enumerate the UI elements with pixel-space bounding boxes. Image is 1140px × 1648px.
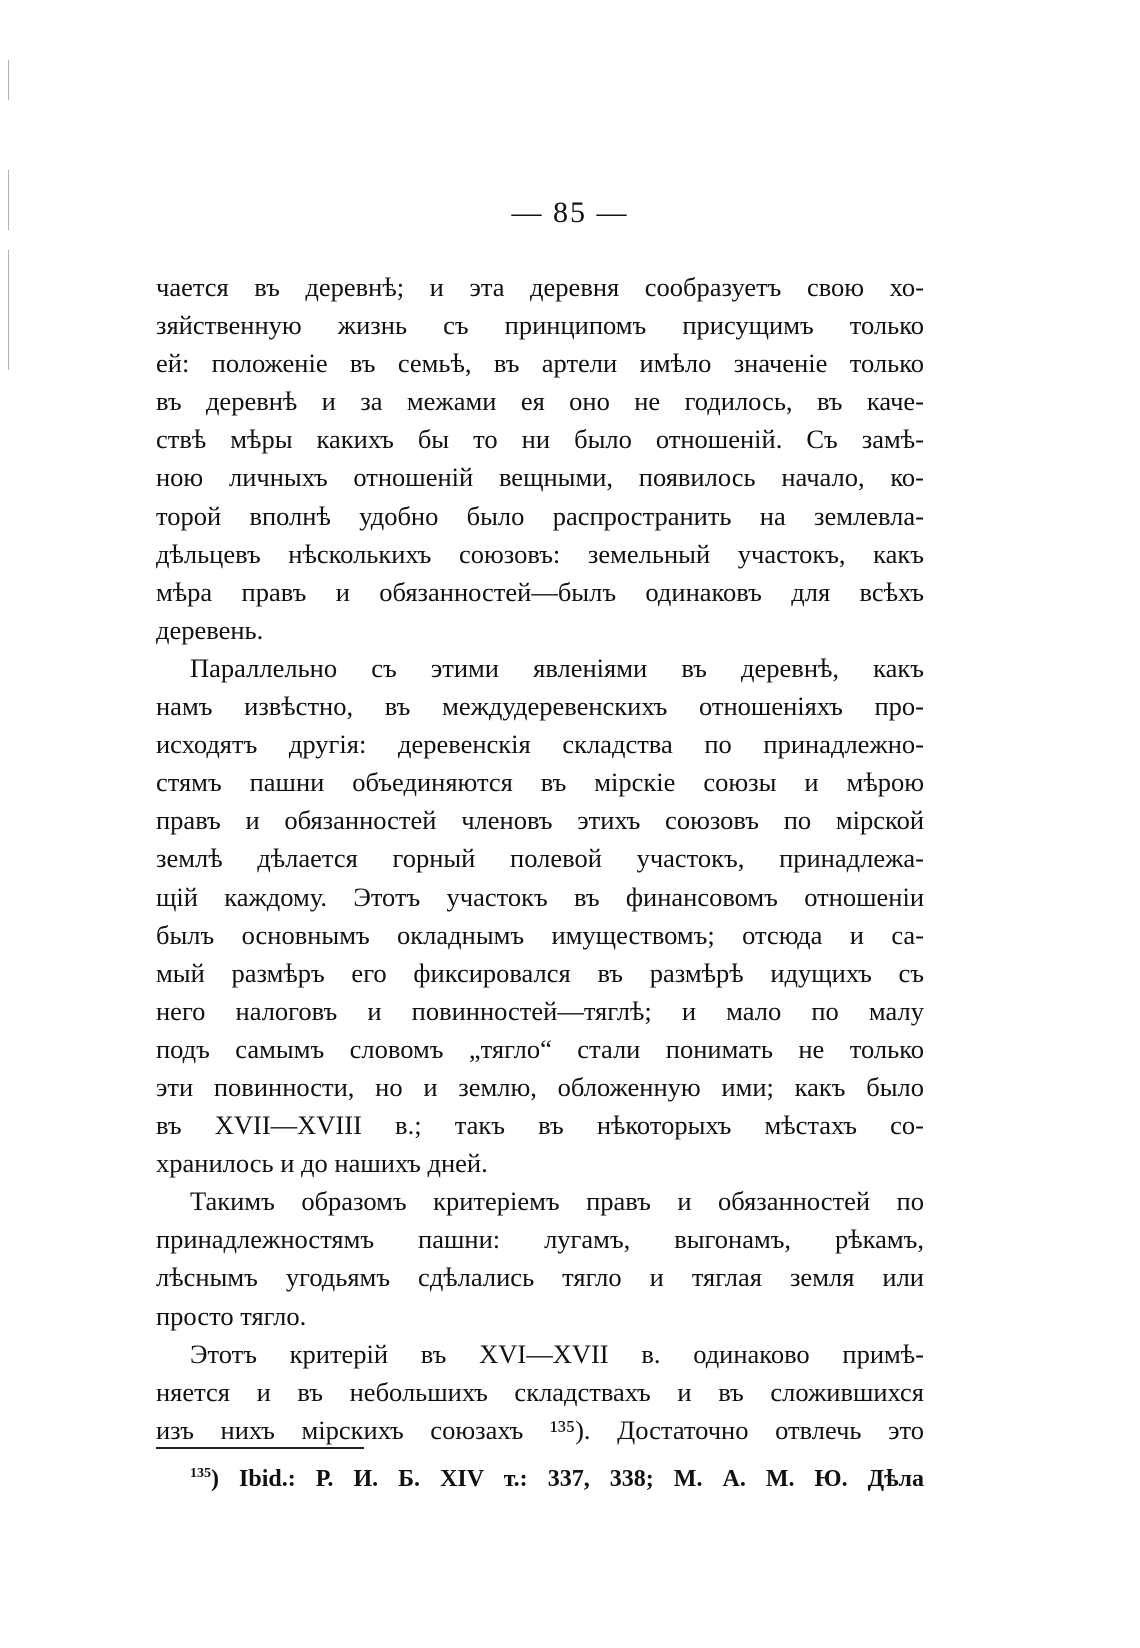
- margin-mark: [8, 60, 9, 100]
- text-line: въ деревнѣ и за межами ея оно не годилось, въ каче-: [156, 386, 924, 417]
- text-line: щій каждому. Этотъ участокъ въ финансовомъ отношеніи: [156, 881, 924, 912]
- text-line: ствѣ мѣры какихъ бы то ни было отношеній. Съ замѣ-: [156, 424, 924, 455]
- text-line: зяйственную жизнь съ принципомъ присущимъ только: [156, 310, 924, 341]
- footnote: [190, 1457, 924, 1491]
- text-line: мый размѣръ его фиксировался въ размѣрѣ идущихъ съ: [156, 957, 924, 988]
- text-line: чается въ деревнѣ; и эта деревня сообразуетъ свою хо-: [156, 272, 924, 302]
- text-line: землѣ дѣлается горный полевой участокъ, принадлежа-: [156, 843, 924, 874]
- footnote-text: ) Ibid.: Р. И. Б. XIV т.: 337, 338; М. А. М. Ю. Дѣла: [211, 1466, 924, 1492]
- footnote-marker: 135: [190, 1466, 211, 1481]
- text-line: ей: положеніе въ семьѣ, въ артели имѣло значеніе только: [156, 348, 924, 379]
- text-line: деревень.: [156, 614, 264, 645]
- text-line: мѣра правъ и обязанностей—былъ одинаковъ для всѣхъ: [156, 576, 924, 607]
- text-line: правъ и обязанностей членовъ этихъ союзовъ по мірской: [156, 805, 924, 836]
- text-line: стямъ пашни объединяются въ мірскіе союзы и мѣрою: [156, 767, 924, 798]
- footnote-divider: [156, 1447, 364, 1449]
- text-line: просто тягло.: [156, 1300, 307, 1331]
- text-line: былъ основнымъ окладнымъ имуществомъ; отсюда и са-: [156, 919, 924, 950]
- text-line: Такимъ образомъ критеріемъ правъ и обязанностей по: [190, 1186, 924, 1217]
- page-number: — 85 —: [511, 196, 629, 229]
- text-line: ною личныхъ отношеній вещными, появилось начало, ко-: [156, 462, 924, 493]
- text-line: эти повинности, но и землю, обложенную ими; какъ было: [156, 1071, 924, 1102]
- text-line: подъ самымъ словомъ „тягло“ стали понимать не только: [156, 1033, 924, 1064]
- text-line: намъ извѣстно, въ междудеревенскихъ отношеніяхъ про-: [156, 691, 924, 722]
- text-line: торой вполнѣ удобно было распространить на землевла-: [156, 500, 924, 531]
- text-line: въ XVII—XVIII в.; такъ въ нѣкоторыхъ мѣстахъ со-: [156, 1110, 924, 1141]
- text-line: него налоговъ и повинностей—тяглѣ; и мало по малу: [156, 995, 924, 1026]
- body-text: [156, 268, 924, 1449]
- margin-mark: [8, 250, 9, 370]
- text-line: няется и въ небольшихъ складствахъ и въ сложившихся: [156, 1376, 924, 1407]
- text-line: хранилось и до нашихъ дней.: [156, 1148, 488, 1179]
- text-line: Параллельно съ этими явленіями въ деревнѣ, какъ: [190, 652, 924, 683]
- text-line: лѣснымъ угодьямъ сдѣлались тягло и тяглая земля или: [156, 1262, 924, 1293]
- text-line: исходятъ другія: деревенскія складства по принадлежно-: [156, 729, 924, 760]
- text-line: дѣльцевъ нѣсколькихъ союзовъ: земельный участокъ, какъ: [156, 538, 924, 569]
- text-line: Этотъ критерій въ XVI—XVII в. одинаково примѣ-: [190, 1338, 924, 1369]
- text-line: изъ нихъ мірскихъ союзахъ ¹³⁵). Достаточно отвлечь это: [156, 1414, 924, 1445]
- text-line: принадлежностямъ пашни: лугамъ, выгонамъ, рѣкамъ,: [156, 1224, 924, 1255]
